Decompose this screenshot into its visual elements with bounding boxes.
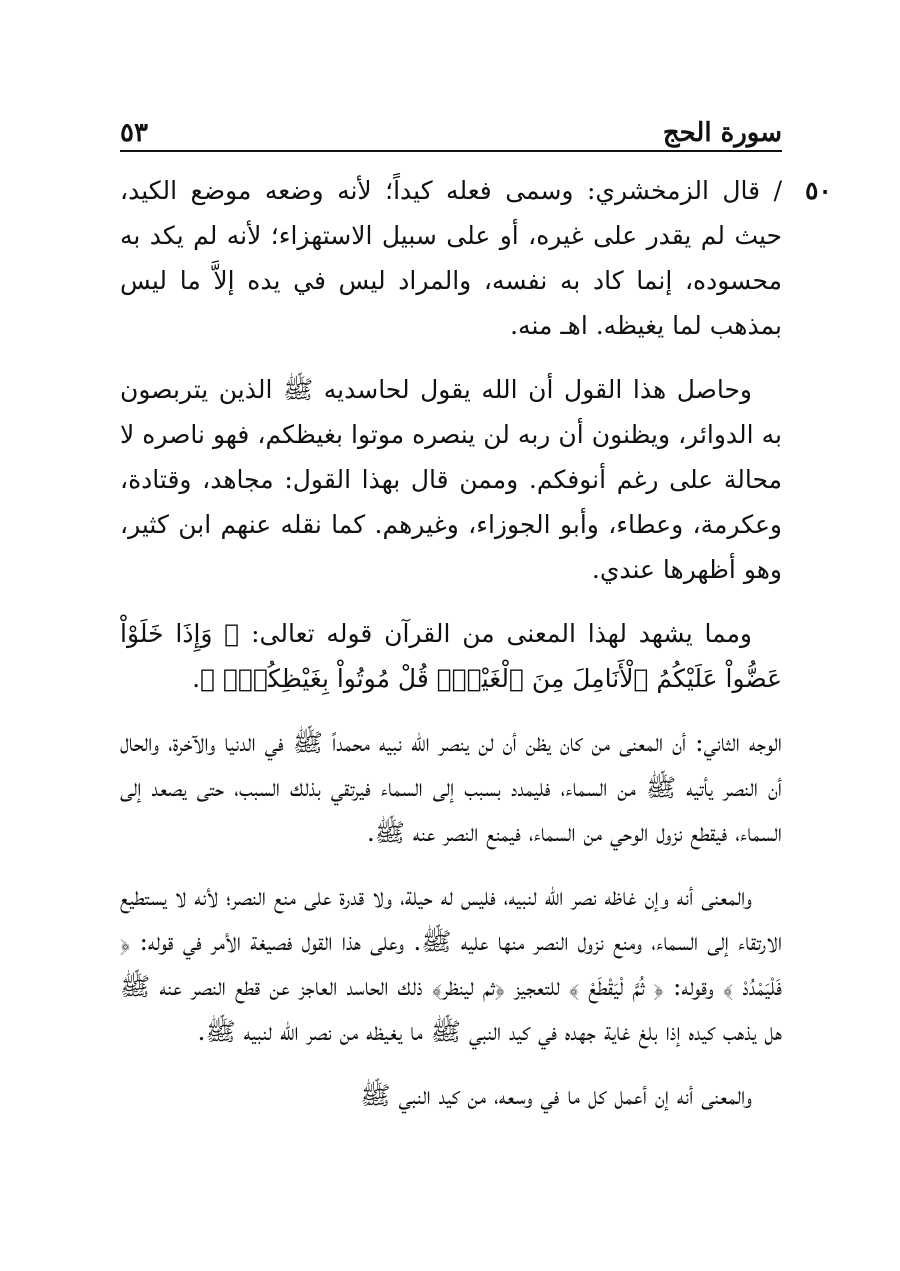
paragraph-zamakhshari: / قال الزمخشري: وسمى فعله كيداً؛ لأنه وضعه موضع الكيد، حيث لم يقدر على غيره، أو على سبيل الاستهزاء؛ لأنه لم يكد به محسوده، إنما كاد به نفسه، والمراد ليس في يده إلاَّ ما ليس بمذهب لما يغيظه. اهـ منه. — [120, 176, 782, 340]
margin-page-reference: ٥٠ — [805, 176, 832, 205]
running-title: سورة الحج — [662, 118, 782, 148]
paragraph-quran-evidence: ومما يشهد لهذا المعنى من القرآن قوله تعالى: ﴿ وَإِذَا خَلَوْاْ عَضُّواْ عَلَيْكُمُ ٱلْأَنَامِلَ مِنَ ٱلْغَيْظِۚ قُلْ مُوتُواْ بِغَيْظِكُمْۗ ﴾. — [120, 619, 782, 693]
paragraph-continuation: والمعنى أنه إن أعمل كل ما في وسعه، من كيد النبي ﷺ — [360, 1081, 752, 1110]
page-header — [120, 108, 782, 148]
header-divider — [120, 150, 782, 152]
paragraph-meaning: والمعنى أنه وإن غاظه نصر الله لنبيه، فليس له حيلة، ولا قدرة على منع النصر؛ لأنه لا يستطيع الارتقاء إلى السماء، ومنع نزول النصر منها عليه ﷺ. وعلى هذا القول فصيغة الأمر في قوله: ﴿ فَلْيَمْدُدْ ﴾ وقوله: ﴿ ثُمَّ لْيَقْطَعْ ﴾ للتعجيز ﴿ثم لينظر﴾ ذلك الحاسد العاجز عن قطع النصر عنه ﷺ هل يذهب كيده إذا بلغ غاية جهده في كيد النبي ﷺ ما يغيظه من نصر الله لنبيه ﷺ. — [120, 882, 782, 1046]
paragraph-summary: وحاصل هذا القول أن الله يقول لحاسديه ﷺ الذين يتربصون به الدوائر، ويظنون أن ربه لن ينصره موتوا بغيظكم، فهو ناصره لا محالة على رغم أنوفكم. وممن قال بهذا القول: مجاهد، وقتادة، وعكرمة، وعطاء، وأبو الجوزاء، وغيرهم. كما نقله عنهم ابن كثير، وهو أظهرها عندي. — [120, 375, 782, 584]
paragraph-second-aspect: الوجه الثاني: أن المعنى من كان يظن أن لن ينصر الله نبيه محمداً ﷺ في الدنيا والآخرة، والحال أن النصر يأتيه ﷺ من السماء، فليمدد بسبب إلى السماء فيرتقي بذلك السبب، حتى يصعد إلى السماء، فيقطع نزول الوحي من السماء، فيمنع النصر عنه ﷺ. — [120, 728, 782, 847]
page-number: ٥٣ — [120, 118, 148, 148]
body-text — [120, 168, 782, 1137]
